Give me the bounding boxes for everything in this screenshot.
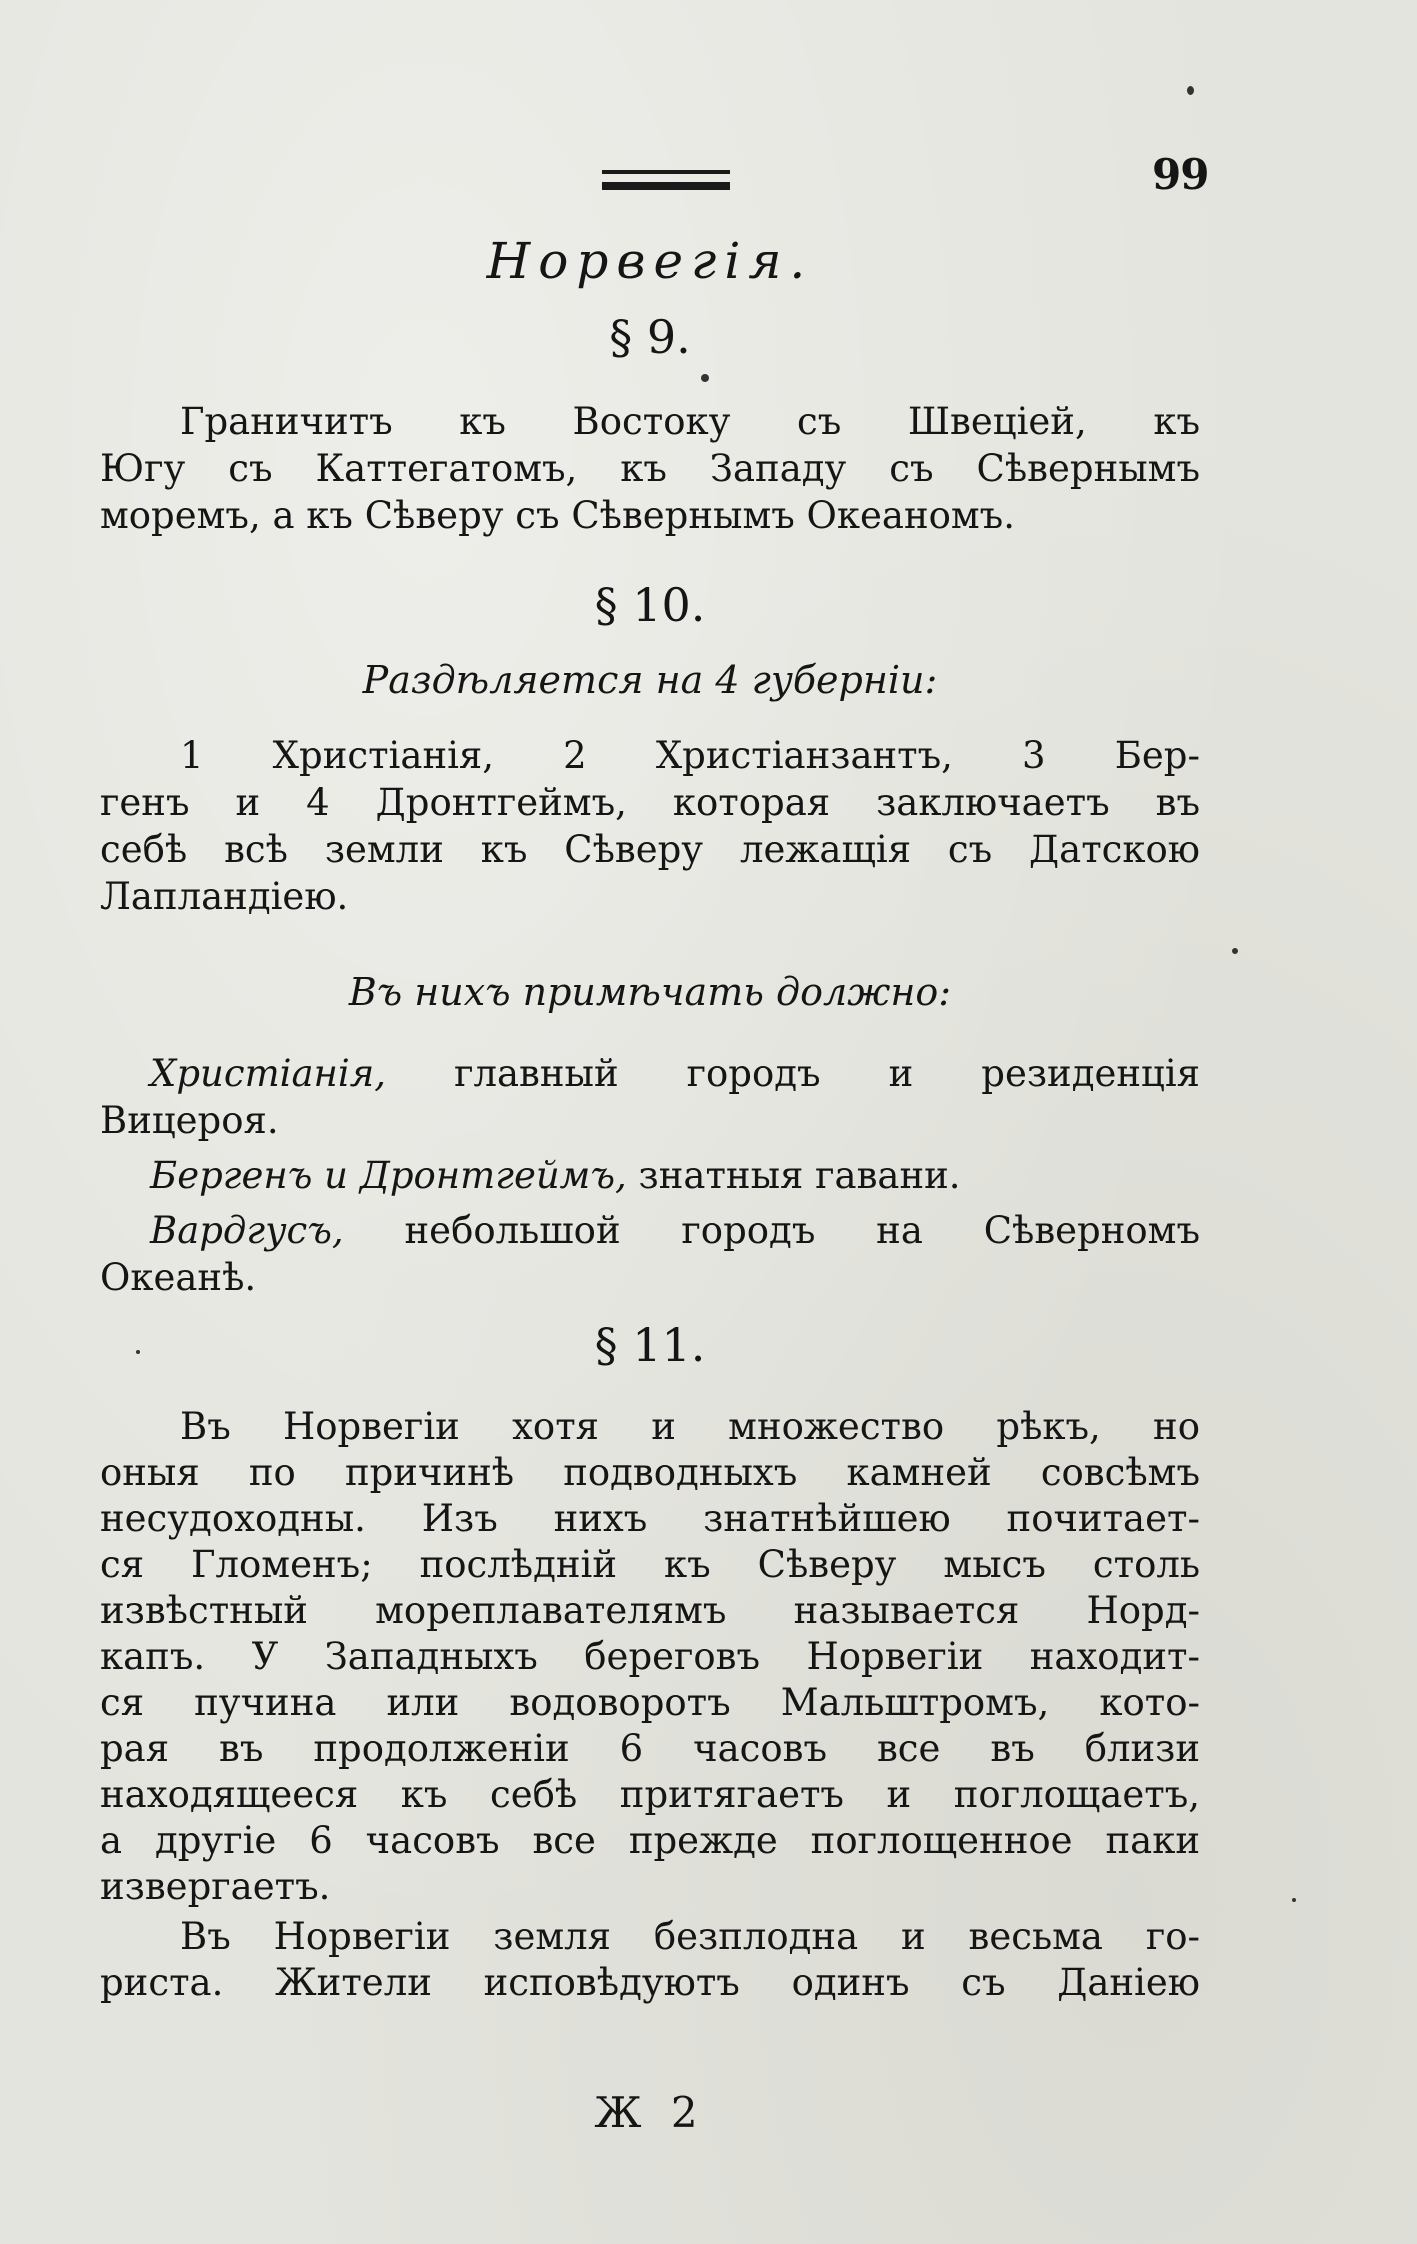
place-name: Христіанія, <box>150 1052 387 1095</box>
paper-speck <box>1232 948 1238 954</box>
place-description: небольшой городъ на Сѣверномъ <box>404 1209 1200 1252</box>
text-line: Въ Норвегіи земля безплодна и весьма го- <box>180 1915 1200 1958</box>
text-line: Югу съ Каттегатомъ, къ Западу съ Сѣвернымъ <box>100 447 1200 490</box>
text-line: Въ Норвегіи хотя и множество рѣкъ, но <box>180 1405 1200 1448</box>
text-line: риста. Жители исповѣдуютъ одинъ съ Даніею <box>100 1961 1200 2004</box>
section-10-text <box>100 732 1200 920</box>
text-line: несудоходны. Изъ нихъ знатнѣйшею почитает- <box>100 1497 1200 1540</box>
text-line: генъ и 4 Дронтгеймъ, которая заключаетъ въ <box>100 781 1200 824</box>
list-item-continued: Вицероя. <box>100 1099 279 1142</box>
signature-mark: Ж 2 <box>594 2088 706 2137</box>
page-title: Норвегія. <box>486 232 814 290</box>
text-line: Граничитъ къ Востоку съ Швеціей, къ <box>180 400 1200 443</box>
text-line: 1 Христіанія, 2 Христіанзантъ, 3 Бер- <box>180 734 1200 777</box>
notable-places-list <box>100 1050 1200 1301</box>
place-name: Бергенъ и Дронтгеймъ, <box>150 1154 627 1197</box>
section-10-mark: § 10. <box>594 578 706 632</box>
text-line: капъ. У Западныхъ береговъ Норвегіи находит- <box>100 1635 1200 1678</box>
place-description: знатныя гавани. <box>638 1154 961 1197</box>
section-9-text <box>100 398 1200 539</box>
place-description: главный городъ и резиденція <box>454 1052 1201 1095</box>
section-11-text <box>100 1404 1200 2006</box>
list-item <box>100 1207 1200 1254</box>
section-11-mark: § 11. <box>594 1318 706 1372</box>
header-rule <box>602 170 730 190</box>
list-item-continued: Океанѣ. <box>100 1256 257 1299</box>
paper-speck <box>1187 86 1194 95</box>
list-item <box>100 1152 1200 1199</box>
paper-speck <box>1292 1898 1296 1902</box>
notable-places-subhead: Въ нихъ примѣчать должно: <box>348 970 952 1014</box>
section-9-mark: § 9. <box>609 310 691 364</box>
text-line: оныя по причинѣ подводныхъ камней совсѣмъ <box>100 1451 1200 1494</box>
place-name: Вардгусъ, <box>150 1209 344 1252</box>
text-line: себѣ всѣ земли къ Сѣверу лежащія съ Датскою <box>100 828 1200 871</box>
text-line: ся пучина или водоворотъ Мальштромъ, кото- <box>100 1681 1200 1724</box>
text-line: ся Гломенъ; послѣдній къ Сѣверу мысъ столь <box>100 1543 1200 1586</box>
text-line: извѣстный мореплавателямъ называется Норд- <box>100 1589 1200 1632</box>
text-line: моремъ, а къ Сѣверу съ Сѣвернымъ Океаномъ. <box>100 494 1015 537</box>
text-line: Лапландіею. <box>100 875 349 918</box>
text-line: рая въ продолженіи 6 часовъ все въ близи <box>100 1727 1200 1770</box>
list-item <box>100 1050 1200 1097</box>
text-line: находящееся къ себѣ притягаетъ и поглощаетъ, <box>100 1773 1200 1816</box>
page-number: 99 <box>1152 150 1209 199</box>
text-line: извергаетъ. <box>100 1865 331 1908</box>
paper-speck <box>136 1350 140 1354</box>
text-line: а другіе 6 часовъ все прежде поглощенное паки <box>100 1819 1200 1862</box>
paper-speck <box>701 374 709 382</box>
section-10-subhead: Раздѣляется на 4 губерніи: <box>362 658 938 702</box>
